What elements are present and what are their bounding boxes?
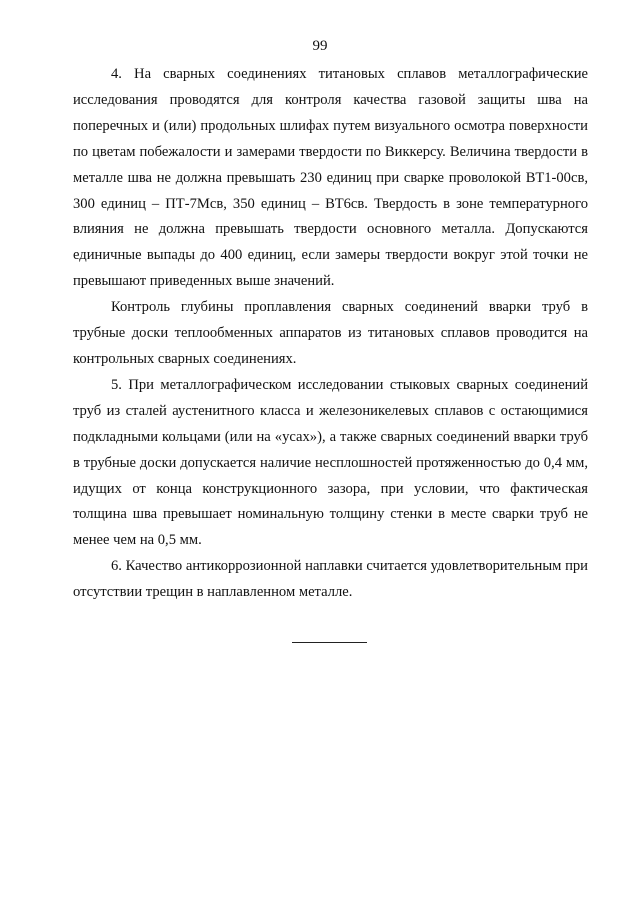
paragraph-4-titanium-weld-hardness: 4. На сварных соединениях титановых сплавов металлографические исследования проводятся для контроля качества газовой защиты шва на поперечных и (или) продольных шлифах путем визуального осмотра поверхности по цветам побежалости и замерами твердости по Виккерсу. Величина твердости в металле шва не должна превышать 230 единиц при сварке проволокой ВТ1-00св, 300 единиц – ПТ-7Мсв, 350 единиц – ВТ6св. Твердость в зоне температурного влияния не должна превышать твердости основного металла. Допускаются единичные выпады до 400 единиц, если замеры твердости вокруг этой точки не превышают приведенных выше значений. [73, 66, 588, 290]
paragraph-6-anticorrosion-cladding: 6. Качество антикоррозионной наплавки считается удовлетворительным при отсутствии трещин в наплавленном металле. [73, 558, 588, 601]
end-of-text-divider [292, 642, 367, 643]
document-body [73, 62, 588, 606]
paragraph-5-austenitic-steel-examination: 5. При металлографическом исследовании стыковых сварных соединений труб из сталей аустенитного класса и железоникелевых сплавов с остающимися подкладными кольцами (или на «усах»), а также сварных соединений вварки труб в трубные доски допускается наличие несплошностей протяженностью до 0,4 мм, идущих от конца конструкционного зазора, при условии, что фактическая толщина шва превышает номинальную толщину стенки в месте сварки труб не менее чем на 0,5 мм. [73, 376, 588, 549]
paragraph-penetration-depth-control: Контроль глубины проплавления сварных соединений вварки труб в трубные доски теплообменных аппаратов из титановых сплавов проводится на контрольных сварных соединениях. [73, 299, 588, 367]
page-number: 99 [312, 38, 328, 54]
